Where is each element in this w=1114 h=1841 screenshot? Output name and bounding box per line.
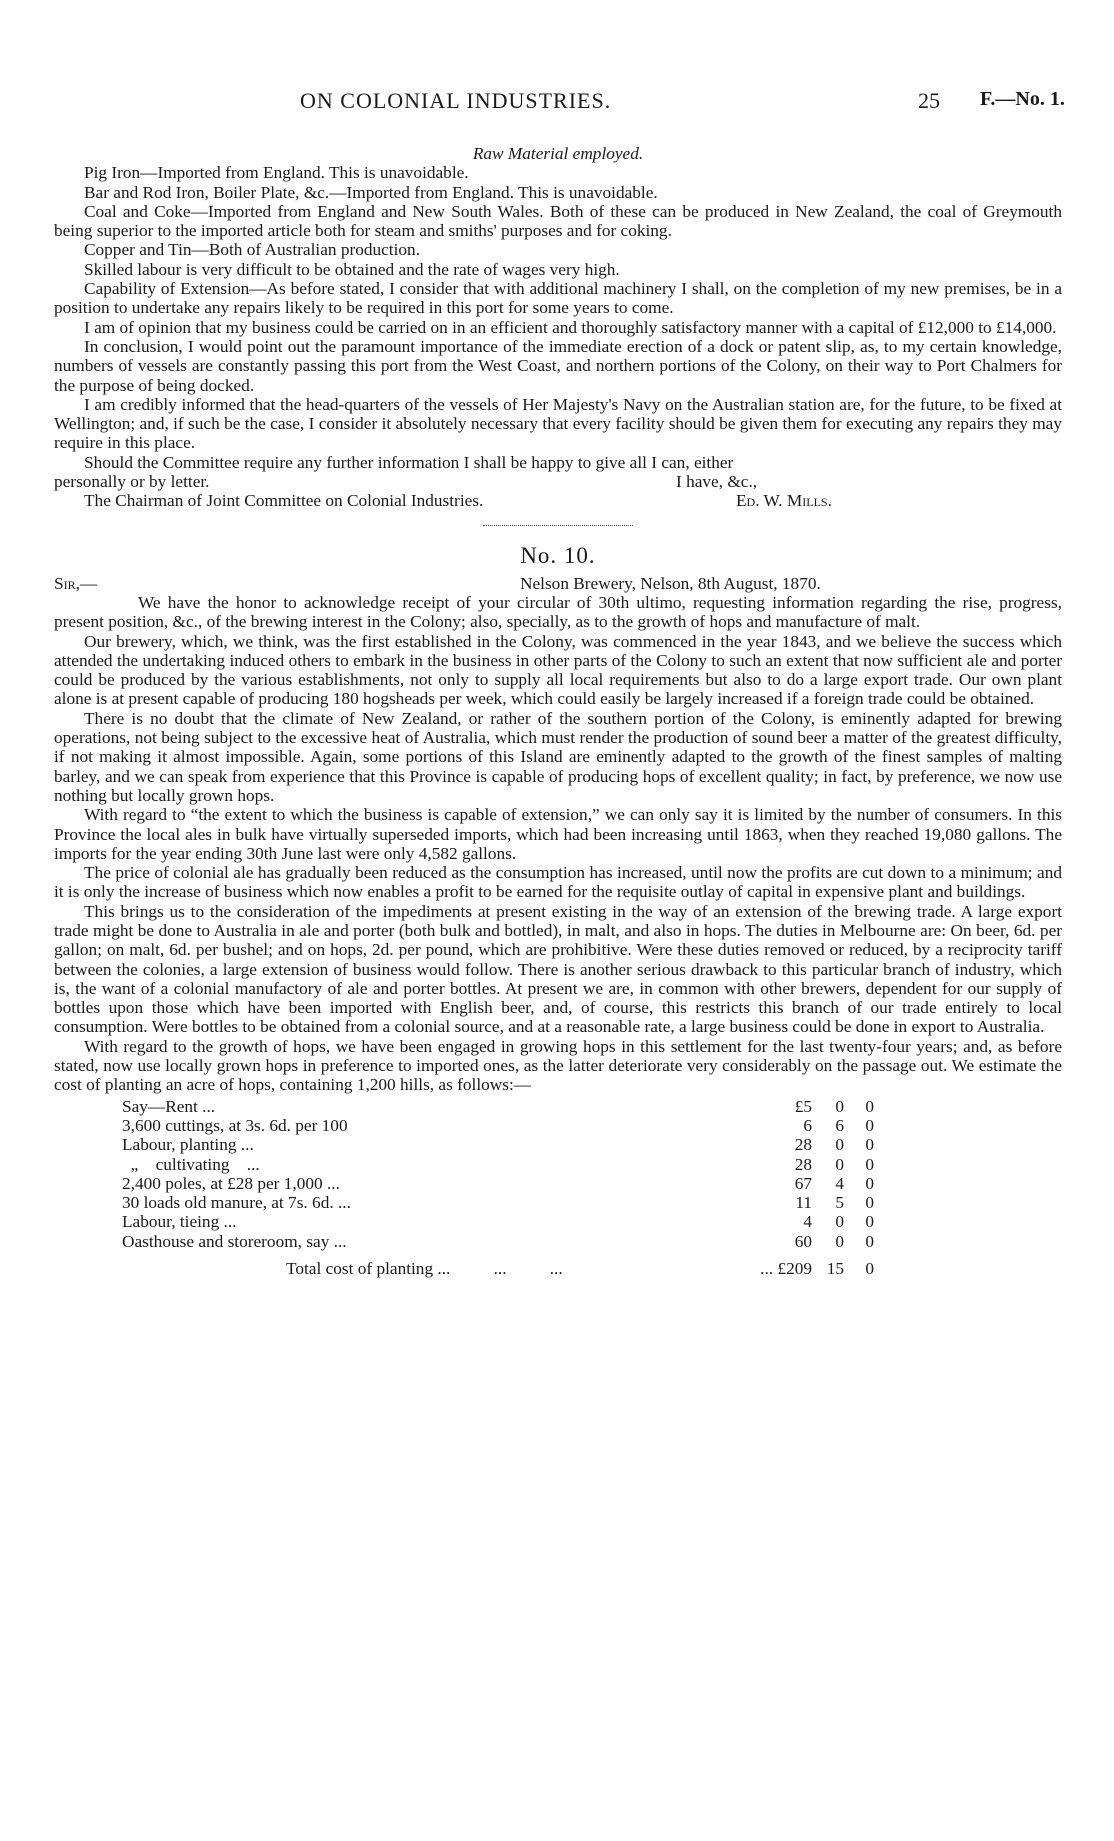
paragraph: Capability of Extension—As before stated, I consider that with additional machinery I shall, on the completion of my new premises, be in a position to undertake any repairs likely to be required in this port for some years to come.	[54, 279, 1062, 318]
cost-row	[54, 1155, 1062, 1174]
cost-table	[54, 1097, 1062, 1279]
cost-pence: 0	[865, 1193, 874, 1213]
paragraph: This brings us to the consideration of the impediments at present existing in the way of an extension of the brewing trade. A large export trade might be done to Australia in ale and porter (both bulk and bottled), in malt, and also in hops. The duties in Melbourne are: On beer, 6d. per gallon; on malt, 6d. per bushel; and on hops, 2d. per pound, which are prohibitive. Were these duties removed or reduced, by a reciprocity tariff between the colonies, a large extension of business would follow. There is another serious drawback to this particular branch of industry, which is, the want of a colonial manufactory of ale and porter bottles. At present we are, in common with other brewers, dependent for our supply of bottles upon those which have been imported with English beer, and, of course, this restricts this branch of our trade entirely to local consumption. Were bottles to be obtained from a colonial source, and at a reasonable rate, a large business could be done in export to Australia.	[54, 901, 1062, 1037]
cost-shillings: 0	[835, 1135, 844, 1155]
cost-row	[54, 1193, 1062, 1212]
total-row	[54, 1259, 1062, 1278]
addressee-row	[54, 491, 1062, 510]
cost-row	[54, 1174, 1062, 1193]
cost-row	[54, 1097, 1062, 1116]
cost-pence: 0	[865, 1096, 874, 1116]
running-title: ON COLONIAL INDUSTRIES.	[300, 88, 612, 113]
cost-pence: 0	[865, 1212, 874, 1232]
cost-shillings: 0	[835, 1231, 844, 1251]
page-header	[0, 88, 1114, 118]
paragraph: There is no doubt that the climate of New Zealand, or rather of the southern portion of the Colony, is eminently adapted for brewing operations, not being subject to the excessive heat of Australia, which must render the production of sound beer a matter of the greatest difficulty, if not making it almost impossible. Again, some portions of this Island are eminently adapted to the growth of the finest samples of malting barley, and we can speak from experience that this Province is capable of producing hops of excellent quality; in fact, by preference, we now use nothing but locally grown hops.	[54, 708, 1062, 805]
closing-text: personally or by letter.	[54, 472, 210, 492]
cost-item: 3,600 cuttings, at 3s. 6d. per 100	[122, 1115, 348, 1135]
page-number: 25	[918, 88, 940, 113]
paper-reference: F.—No. 1.	[980, 88, 1065, 110]
paragraph: Pig Iron—Imported from England. This is unavoidable.	[84, 163, 469, 183]
section-heading: Raw Material employed.	[472, 144, 644, 163]
cost-row	[54, 1116, 1062, 1135]
cost-item: 30 loads old manure, at 7s. 6d. ...	[122, 1193, 351, 1213]
cost-row	[54, 1212, 1062, 1231]
paragraph: The price of colonial ale has gradually been reduced as the consumption has increased, until now the profits are cut down to a minimum; and it is only the increase of business which now enables a profit to be earned for the requisite outlay of capital in expensive plant and buildings.	[54, 863, 1062, 902]
cost-pounds: 11	[795, 1193, 812, 1213]
cost-pence: 0	[865, 1135, 874, 1155]
total-pounds: ... £209	[760, 1259, 812, 1279]
dateline: Nelson Brewery, Nelson, 8th August, 1870.	[520, 573, 821, 593]
section-divider	[483, 525, 633, 526]
cost-pence: 0	[865, 1173, 874, 1193]
cost-shillings: 6	[835, 1115, 844, 1135]
cost-pence: 0	[865, 1154, 874, 1174]
paragraph: Our brewery, which, we think, was the first established in the Colony, was commenced in the year 1843, and we believe the success which attended the undertaking induced others to embark in the business in other parts of the Colony to such an extent that now sufficient ale and porter could be produced by the various establishments, not only to supply all local requirements but also to do a large export trade. Our own plant alone is at present capable of producing 180 hogsheads per week, which could easily be largely increased if a foreign trade could be obtained.	[54, 631, 1062, 709]
cost-item: Oasthouse and storeroom, say ...	[122, 1231, 347, 1251]
cost-shillings: 4	[835, 1173, 844, 1193]
cost-pence: 0	[865, 1231, 874, 1251]
closing-row	[54, 472, 1062, 491]
paragraph: Coal and Coke—Imported from England and New South Wales. Both of these can be produced in New Zealand, the coal of Greymouth being superior to the imported article both for steam and smiths' purposes and for coking.	[54, 201, 1062, 241]
cost-shillings: 0	[835, 1154, 844, 1174]
cost-item: Say—Rent ...	[122, 1096, 216, 1116]
paragraph: With regard to “the extent to which the business is capable of extension,” we can only say it is limited by the number of consumers. In this Province the local ales in bulk have virtually superseded imports, which had been increasing until 1863, when they reached 19,080 gallons. The imports for the year ending 30th June last were only 4,582 gallons.	[54, 805, 1062, 863]
cost-item: Labour, planting ...	[122, 1135, 254, 1155]
cost-pounds: 6	[803, 1115, 812, 1135]
signature: Ed. W. Mills.	[736, 491, 832, 511]
cost-shillings: 5	[835, 1193, 844, 1213]
addressee: The Chairman of Joint Committee on Colonial Industries.	[84, 491, 484, 511]
cost-item: 2,400 poles, at £28 per 1,000 ...	[122, 1173, 340, 1193]
cost-pounds: 28	[794, 1154, 812, 1174]
cost-shillings: 0	[835, 1212, 844, 1232]
cost-pence: 0	[865, 1115, 874, 1135]
paragraph: Copper and Tin—Both of Australian production.	[84, 240, 421, 260]
cost-pounds: 60	[794, 1231, 812, 1251]
paragraph: I am of opinion that my business could be carried on in an efficient and thoroughly satisfactory manner with a capital of £12,000 to £14,000.	[84, 317, 1057, 337]
page-body	[54, 144, 1062, 1278]
cost-row	[54, 1232, 1062, 1251]
cost-item: Labour, tieing ...	[122, 1212, 237, 1232]
paragraph: With regard to the growth of hops, we have been engaged in growing hops in this settlement for the last twenty-four years; and, as before stated, now use locally grown hops in preference to imported ones, as the latter deteriorate very considerably on the passage out. We estimate the cost of planting an acre of hops, containing 1,200 hills, as follows:—	[54, 1036, 1062, 1095]
paragraph: In conclusion, I would point out the paramount importance of the immediate erection of a dock or patent slip, as, to my certain knowledge, numbers of vessels are constantly passing this port from the West Coast, and northern portions of the Colony, on their way to Port Chalmers for the purpose of being docked.	[54, 336, 1062, 395]
total-shillings: 15	[826, 1259, 844, 1279]
cost-shillings: 0	[835, 1096, 844, 1116]
closing-formula: I have, &c.,	[676, 472, 758, 492]
salutation-row	[54, 574, 1062, 593]
total-label: Total cost of planting ... ... ...	[286, 1259, 563, 1279]
cost-pounds: 67	[794, 1173, 812, 1193]
paragraph: I am credibly informed that the head-quarters of the vessels of Her Majesty's Navy on the Australian station are, for the future, to be fixed at Wellington; and, if such be the case, I consider it absolutely necessary that every facility should be given them for executing any repairs they may require in this place.	[54, 394, 1062, 453]
document-number: No. 10.	[520, 542, 596, 568]
paragraph: Skilled labour is very difficult to be obtained and the rate of wages very high.	[84, 259, 620, 279]
paragraph: Should the Committee require any further information I shall be happy to give all I can, either	[84, 452, 734, 472]
cost-pounds: 28	[794, 1135, 812, 1155]
total-pence: 0	[865, 1259, 874, 1279]
paragraph: Bar and Rod Iron, Boiler Plate, &c.—Imported from England. This is unavoidable.	[84, 182, 658, 202]
cost-pounds: £5	[794, 1096, 812, 1116]
paragraph: We have the honor to acknowledge receipt of your circular of 30th ultimo, requesting information regarding the rise, progress, present position, &c., of the brewing interest in the Colony; also, specially, as to the growth of hops and manufacture of malt.	[54, 592, 1062, 632]
cost-row	[54, 1135, 1062, 1154]
cost-pounds: 4	[803, 1212, 812, 1232]
cost-item: „ cultivating ...	[122, 1154, 260, 1174]
salutation: Sir,—	[54, 573, 98, 593]
